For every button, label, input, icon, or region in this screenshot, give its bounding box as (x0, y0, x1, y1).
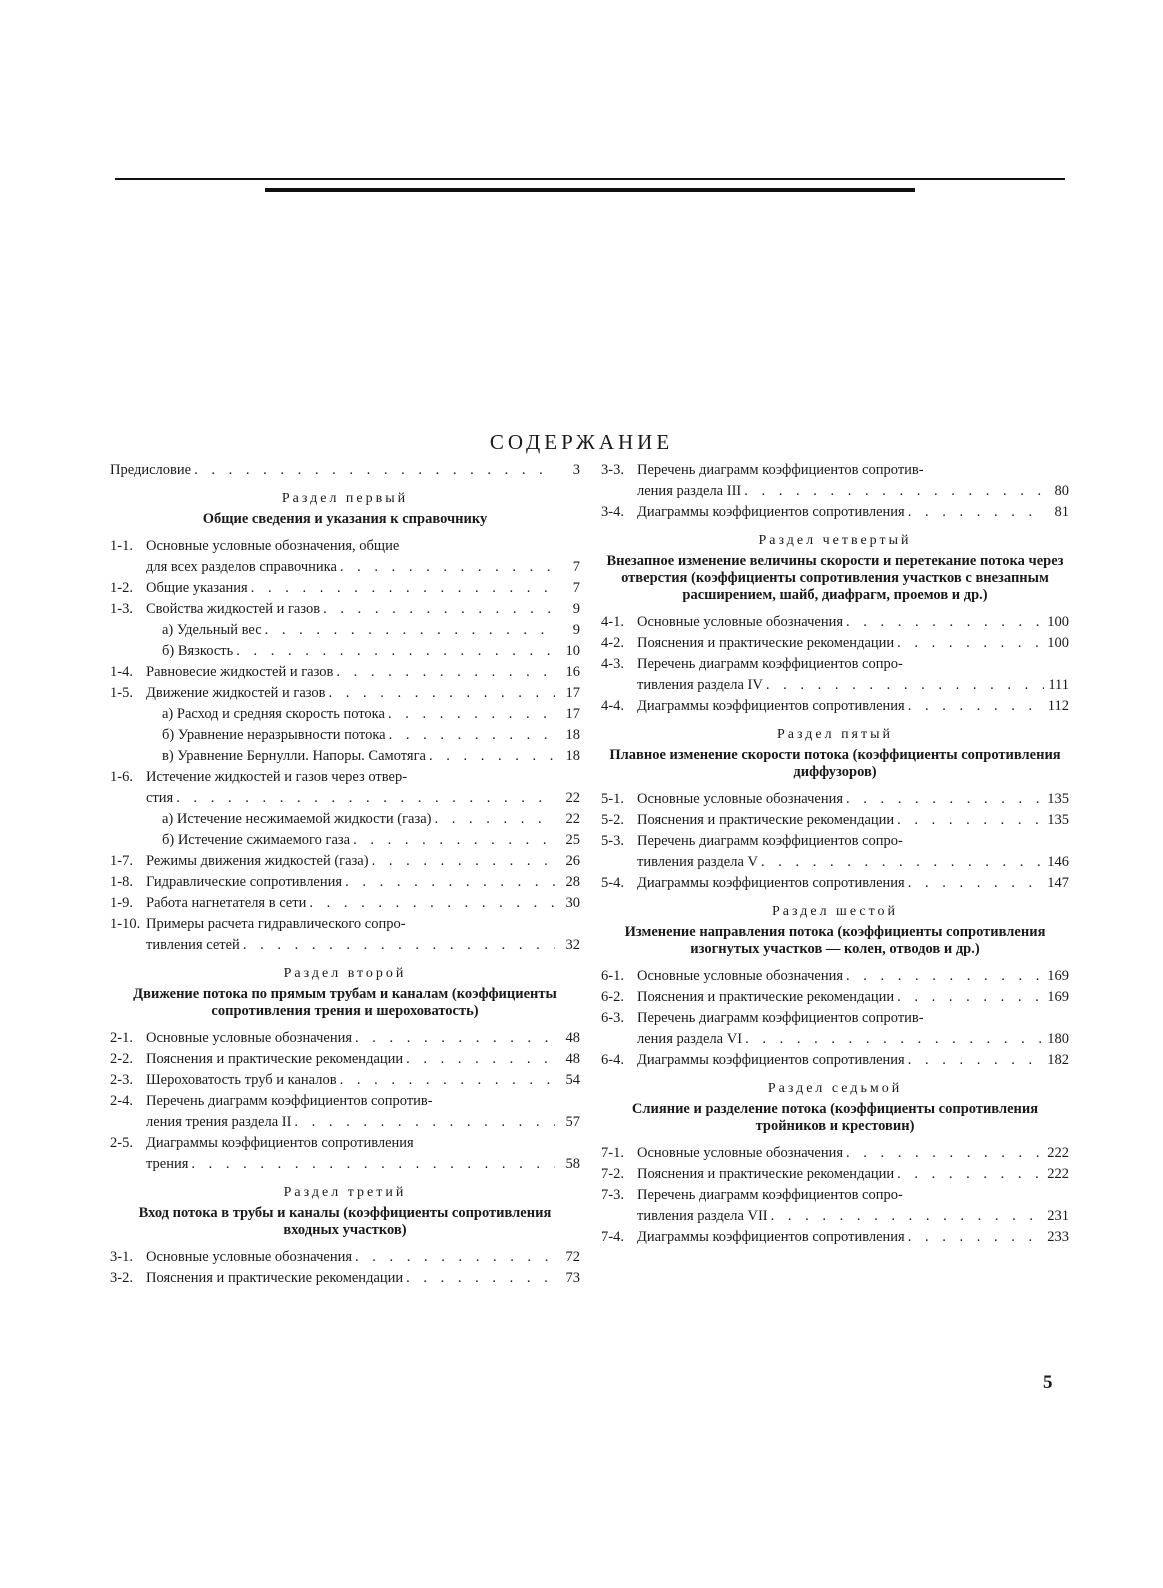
toc-entry-line[interactable] (601, 1185, 1069, 1206)
toc-label: Диаграммы коэффициентов сопротивления (637, 504, 905, 520)
toc-label: Равновесие жидкостей и газов (146, 664, 334, 680)
toc-page: 17 (565, 706, 580, 722)
toc-page: 48 (565, 1051, 580, 1067)
toc-entry-line[interactable] (601, 831, 1069, 852)
toc-label: Пояснения и практические рекомендации (637, 812, 895, 828)
toc-page: 7 (572, 580, 580, 596)
toc-label: Примеры расчета гидравлического сопро- (146, 916, 406, 932)
toc-entry[interactable] (601, 696, 1069, 717)
toc-number: 2-2. (110, 1051, 133, 1067)
toc-label: Основные условные обозначения (637, 791, 844, 807)
toc-page: 9 (572, 601, 580, 617)
toc-label: Работа нагнетателя в сети (146, 895, 307, 911)
toc-entry[interactable] (601, 966, 1069, 987)
toc-page: 58 (565, 1156, 580, 1172)
toc-entry[interactable] (110, 1112, 580, 1133)
toc-page: 80 (1054, 483, 1069, 499)
toc-label: Перечень диаграмм коэффициентов сопро- (637, 833, 903, 849)
toc-label: ления раздела VI (637, 1031, 743, 1047)
toc-section (601, 727, 1069, 894)
toc-page: 22 (565, 811, 580, 827)
toc-page: 100 (1047, 635, 1069, 651)
toc-label: Пояснения и практические рекомендации (146, 1051, 404, 1067)
toc-page: 169 (1047, 989, 1069, 1005)
toc-entry[interactable] (601, 987, 1069, 1008)
section-heading: Раздел шестой (771, 904, 899, 919)
toc-page: 222 (1047, 1145, 1069, 1161)
section-title: Внезапное изменение величины скорости и перетекание потока через отверстия (коэффициенты сопротивления участков с внезапным расширением, шайб, диафрагм, проемов и др.) (606, 553, 1064, 603)
toc-page: 100 (1047, 614, 1069, 630)
toc-entry[interactable] (110, 1070, 580, 1091)
toc-page: 18 (565, 748, 580, 764)
toc-page: 18 (565, 727, 580, 743)
toc-label: в) Уравнение Бернулли. Напоры. Самотяга (162, 748, 426, 764)
toc-number: 5-1. (601, 791, 624, 807)
toc-subentry[interactable] (110, 620, 580, 641)
toc-label: Перечень диаграмм коэффициентов сопротив- (146, 1093, 433, 1109)
toc-section (110, 491, 580, 956)
toc-number: 1-10. (110, 916, 141, 932)
toc-number: 6-3. (601, 1010, 624, 1026)
toc-number: 1-7. (110, 853, 133, 869)
toc-label: б) Вязкость (162, 643, 234, 659)
section-heading: Раздел седьмой (767, 1081, 903, 1096)
toc-number: 2-1. (110, 1030, 133, 1046)
toc-page: 135 (1047, 791, 1069, 807)
toc-entry[interactable] (601, 633, 1069, 654)
toc-label: Свойства жидкостей и газов (146, 601, 321, 617)
toc-label: Предисловие (110, 462, 192, 478)
toc-column-left (110, 460, 580, 1289)
toc-page: 112 (1047, 698, 1069, 714)
toc-label: Пояснения и практические рекомендации (637, 989, 895, 1005)
toc-entry[interactable] (110, 683, 580, 704)
toc-label: Перечень диаграмм коэффициентов сопро- (637, 1187, 903, 1203)
toc-section (601, 460, 1069, 523)
toc-label: ления раздела III (637, 483, 742, 499)
toc-entry[interactable] (601, 852, 1069, 873)
toc-label: тивления сетей (146, 937, 240, 953)
toc-number: 4-4. (601, 698, 624, 714)
section-title: Изменение направления потока (коэффициенты сопротивления изогнутых участков — колен, отводов и др.) (624, 924, 1046, 957)
toc-page: 48 (565, 1030, 580, 1046)
section-heading: Раздел третий (283, 1185, 407, 1200)
toc-entry[interactable] (110, 557, 580, 578)
toc-entry[interactable] (601, 1227, 1069, 1248)
toc-page: 25 (565, 832, 580, 848)
toc-entry[interactable] (110, 851, 580, 872)
toc-subentry[interactable] (110, 809, 580, 830)
toc-number: 1-1. (110, 538, 133, 554)
toc-label: Основные условные обозначения (637, 1145, 844, 1161)
toc-page: 22 (565, 790, 580, 806)
toc-page: 7 (572, 559, 580, 575)
toc-label: Гидравлические сопротивления (146, 874, 343, 890)
toc-subentry[interactable] (110, 704, 580, 725)
toc-entry[interactable] (110, 1049, 580, 1070)
toc-label: б) Истечение сжимаемого газа (162, 832, 351, 848)
toc-entry-line[interactable] (110, 767, 580, 788)
toc-page: 169 (1047, 968, 1069, 984)
toc-section (601, 1081, 1069, 1248)
toc-page: 180 (1047, 1031, 1069, 1047)
top-rule-thick (265, 188, 915, 192)
toc-label: Пояснения и практические рекомендации (146, 1270, 404, 1286)
toc-entry[interactable] (110, 872, 580, 893)
page-title: СОДЕРЖАНИЕ (489, 430, 674, 454)
toc-page: 16 (565, 664, 580, 680)
toc-page: 147 (1047, 875, 1069, 891)
toc-number: 1-2. (110, 580, 133, 596)
toc-number: 1-6. (110, 769, 133, 785)
section-title: Плавное изменение скорости потока (коэффициенты сопротивления диффузоров) (609, 747, 1061, 780)
toc-entry[interactable] (110, 1028, 580, 1049)
toc-number: 4-2. (601, 635, 624, 651)
toc-number: 3-1. (110, 1249, 133, 1265)
toc-number: 3-3. (601, 462, 624, 478)
toc-section (110, 1185, 580, 1289)
toc-page: 135 (1047, 812, 1069, 828)
toc-label: тивления раздела IV (637, 677, 763, 693)
toc-page: 32 (565, 937, 580, 953)
toc-entry-line[interactable] (110, 1091, 580, 1112)
toc-entry[interactable] (601, 1143, 1069, 1164)
toc-number: 6-4. (601, 1052, 624, 1068)
toc-entry[interactable] (601, 1050, 1069, 1071)
toc-label: стия (146, 790, 174, 806)
toc-entry-preface[interactable] (110, 460, 580, 481)
toc-number: 2-4. (110, 1093, 133, 1109)
toc-label: Истечение жидкостей и газов через отвер- (146, 769, 408, 785)
toc-entry[interactable] (601, 675, 1069, 696)
toc-entry[interactable] (601, 612, 1069, 633)
toc-page: 57 (565, 1114, 580, 1130)
toc-number: 5-3. (601, 833, 624, 849)
page-number: 5 (1043, 1372, 1053, 1393)
section-heading: Раздел пятый (776, 727, 894, 742)
toc-label: тивления раздела VII (637, 1208, 768, 1224)
toc-label: Шероховатость труб и каналов (146, 1072, 337, 1088)
toc-entry[interactable] (110, 935, 580, 956)
toc-subentry[interactable] (110, 641, 580, 662)
toc-number: 5-2. (601, 812, 624, 828)
toc-label: для всех разделов справочника (146, 559, 337, 575)
toc-label: Движение жидкостей и газов (146, 685, 326, 701)
toc-label: Основные условные обозначения (637, 614, 844, 630)
toc-entry[interactable] (601, 1029, 1069, 1050)
toc-label: Основные условные обозначения (146, 1030, 353, 1046)
toc-number: 1-3. (110, 601, 133, 617)
toc-entry[interactable] (110, 788, 580, 809)
toc-entry[interactable] (110, 662, 580, 683)
toc-number: 7-2. (601, 1166, 624, 1182)
section-title: Движение потока по прямым трубам и каналам (коэффициенты сопротивления трения и шероховатость) (133, 986, 557, 1019)
toc-number: 1-4. (110, 664, 133, 680)
toc-section (601, 533, 1069, 717)
section-heading: Раздел первый (281, 491, 409, 506)
toc-page: 3 (572, 462, 580, 478)
section-title: Слияние и разделение потока (коэффициенты сопротивления тройников и крестовин) (631, 1101, 1039, 1134)
toc-entry-line[interactable] (110, 914, 580, 935)
toc-label: трения (146, 1156, 189, 1172)
toc-page: 10 (565, 643, 580, 659)
toc-subentry[interactable] (110, 746, 580, 767)
toc-page: 28 (565, 874, 580, 890)
toc-number: 3-4. (601, 504, 624, 520)
toc-label: Основные условные обозначения (637, 968, 844, 984)
toc-label: ления трения раздела II (146, 1114, 292, 1130)
toc-page: 111 (1048, 677, 1069, 693)
toc-number: 7-3. (601, 1187, 624, 1203)
toc-label: а) Расход и средняя скорость потока (162, 706, 385, 722)
toc-entry[interactable] (110, 1154, 580, 1175)
toc-entry[interactable] (601, 873, 1069, 894)
toc-entry[interactable] (110, 1268, 580, 1289)
toc-section (601, 904, 1069, 1071)
toc-page: 73 (565, 1270, 580, 1286)
toc-page: 26 (565, 853, 580, 869)
toc-label: Перечень диаграмм коэффициентов сопро- (637, 656, 903, 672)
toc-entry[interactable] (601, 481, 1069, 502)
toc-label: Пояснения и практические рекомендации (637, 1166, 895, 1182)
toc-number: 7-1. (601, 1145, 624, 1161)
toc-subentry[interactable] (110, 830, 580, 851)
toc-entry[interactable] (110, 1247, 580, 1268)
toc-number: 2-3. (110, 1072, 133, 1088)
toc-number: 2-5. (110, 1135, 133, 1151)
toc-entry-line[interactable] (110, 1133, 580, 1154)
toc-number: 1-8. (110, 874, 133, 890)
toc-page: 72 (565, 1249, 580, 1265)
toc-label: Диаграммы коэффициентов сопротивления (637, 875, 905, 891)
toc-label: Перечень диаграмм коэффициентов сопротив- (637, 462, 924, 478)
toc-page: 17 (565, 685, 580, 701)
section-title: Вход потока в трубы и каналы (коэффициенты сопротивления входных участков) (138, 1205, 552, 1238)
toc-label: Режимы движения жидкостей (газа) (146, 853, 369, 869)
toc-entry[interactable] (601, 1164, 1069, 1185)
toc-label: Перечень диаграмм коэффициентов сопротив- (637, 1010, 924, 1026)
toc-number: 7-4. (601, 1229, 624, 1245)
toc-number: 1-5. (110, 685, 133, 701)
toc-number: 4-1. (601, 614, 624, 630)
toc-label: Диаграммы коэффициентов сопротивления (637, 1052, 905, 1068)
toc-number: 6-2. (601, 989, 624, 1005)
toc-section (110, 966, 580, 1175)
toc-label: Основные условные обозначения (146, 1249, 353, 1265)
section-title: Общие сведения и указания к справочнику (202, 511, 488, 527)
toc-column-right (601, 460, 1069, 1248)
toc-label: Пояснения и практические рекомендации (637, 635, 895, 651)
toc-label: а) Удельный вес (162, 622, 262, 638)
toc-page: 9 (572, 622, 580, 638)
toc-entry-line[interactable] (110, 536, 580, 557)
top-rule (115, 178, 1065, 180)
toc-entry[interactable] (110, 893, 580, 914)
toc-number: 1-9. (110, 895, 133, 911)
toc-page: 54 (565, 1072, 580, 1088)
toc-label: тивления раздела V (637, 854, 758, 870)
toc-entry-line[interactable] (601, 1008, 1069, 1029)
toc-page: 182 (1047, 1052, 1069, 1068)
toc-page: 30 (565, 895, 580, 911)
toc-entry[interactable] (601, 502, 1069, 523)
toc-entry[interactable] (601, 789, 1069, 810)
toc-label: б) Уравнение неразрывности потока (162, 727, 386, 743)
toc-label: Диаграммы коэффициентов сопротивления (637, 1229, 905, 1245)
toc-number: 3-2. (110, 1270, 133, 1286)
toc-number: 5-4. (601, 875, 624, 891)
toc-entry[interactable] (601, 1206, 1069, 1227)
toc-subentry[interactable] (110, 725, 580, 746)
toc-entry-line[interactable] (601, 460, 1069, 481)
toc-entry-line[interactable] (601, 654, 1069, 675)
toc-entry[interactable] (601, 810, 1069, 831)
toc-page: 146 (1047, 854, 1069, 870)
toc-number: 4-3. (601, 656, 624, 672)
toc-label: Диаграммы коэффициентов сопротивления (637, 698, 905, 714)
toc-entry[interactable] (110, 578, 580, 599)
toc-entry[interactable] (110, 599, 580, 620)
toc-page: 233 (1047, 1229, 1069, 1245)
toc-label: Диаграммы коэффициентов сопротивления (146, 1135, 414, 1151)
section-heading: Раздел четвертый (758, 533, 912, 548)
section-heading: Раздел второй (283, 966, 407, 981)
toc-page: 222 (1047, 1166, 1069, 1182)
toc-page: 81 (1054, 504, 1069, 520)
toc-number: 6-1. (601, 968, 624, 984)
toc-page: 231 (1047, 1208, 1069, 1224)
toc-label: Основные условные обозначения, общие (146, 538, 400, 554)
toc-label: а) Истечение несжимаемой жидкости (газа) (162, 811, 432, 827)
toc-label: Общие указания (146, 580, 248, 596)
